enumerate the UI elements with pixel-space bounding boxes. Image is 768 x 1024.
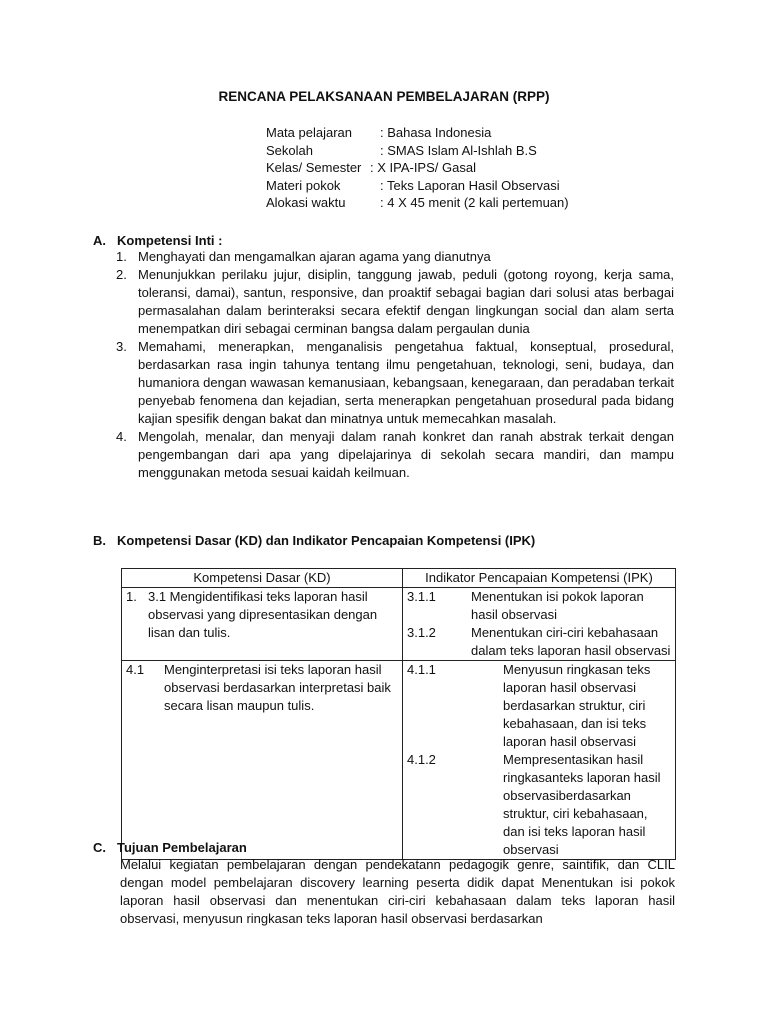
meta-row	[266, 124, 569, 142]
meta-row	[266, 177, 569, 195]
kd-cell	[122, 661, 403, 860]
indicator-text: Menyusun ringkasan teks laporan hasil observasi berdasarkan struktur, ciri kebahasaan, dan isi teks laporan hasil observasi	[503, 662, 651, 749]
meta-row	[266, 159, 569, 177]
section-letter: A.	[93, 233, 106, 248]
indicator-text: Menentukan isi pokok laporan hasil observasi	[471, 589, 644, 622]
kd-text: 3.1 Mengidentifikasi teks laporan hasil observasi yang dipresentasikan dengan lisan dan tulis.	[148, 589, 378, 640]
kd-number: 1.	[126, 589, 137, 604]
ipk-cell	[403, 588, 676, 661]
list-number: 2.	[116, 267, 127, 282]
meta-value: : X IPA-IPS/ Gasal	[370, 160, 476, 175]
indicator-code: 3.1.2	[407, 625, 436, 640]
indicator-code: 4.1.2	[407, 752, 436, 767]
meta-row	[266, 194, 569, 212]
list-text: Menunjukkan perilaku jujur, disiplin, tanggung jawab, peduli (gotong royong, kerja sama, toleransi, damai), santun, responsive, dan proaktif sebagai bagian dari solusi atas berbagai permasalahan dalam berinteraksi secara efektif dengan lingkungan social dan alam serta menempatkan diri sebagai cerminan bangsa dalam pergaulan dunia	[138, 267, 674, 336]
meta-value: : 4 X 45 menit (2 kali pertemuan)	[380, 195, 569, 210]
indicator-item	[407, 661, 671, 751]
kd-cell	[122, 588, 403, 661]
list-item	[116, 266, 674, 338]
meta-label: Mata pelajaran	[266, 125, 352, 140]
section-title: Kompetensi Inti :	[117, 233, 223, 248]
meta-row	[266, 142, 569, 160]
document-title: RENCANA PELAKSANAAN PEMBELAJARAN (RPP)	[218, 89, 550, 104]
section-title: Kompetensi Dasar (KD) dan Indikator Pencapaian Kompetensi (IPK)	[117, 533, 536, 548]
list-item	[116, 428, 674, 482]
kompetensi-inti-list	[116, 248, 674, 482]
kd-text: Menginterpretasi isi teks laporan hasil observasi berdasarkan interpretasi baik secara lisan maupun tulis.	[164, 662, 391, 713]
column-header: Indikator Pencapaian Kompetensi (IPK)	[403, 569, 676, 588]
meta-label: Sekolah	[266, 142, 313, 158]
section-b-heading	[93, 532, 535, 550]
meta-label: Kelas/ Semester	[266, 160, 362, 175]
table-row	[122, 588, 676, 661]
indicator-code: 4.1.1	[407, 662, 436, 677]
list-item	[116, 248, 674, 266]
indicator-code: 3.1.1	[407, 589, 436, 604]
tujuan-paragraph: Melalui kegiatan pembelajaran dengan pendekatann pedagogik genre, saintifik, dan CLIL dengan model pembelajaran discovery learning peserta didik dapat Menentukan isi pokok laporan hasil observasi dan menentukan ciri-ciri kebahasaan dalam teks laporan hasil observasi, menyusun ringkasan teks laporan hasil observasi berdasarkan	[120, 857, 675, 926]
section-title: Tujuan Pembelajaran	[117, 840, 247, 855]
kd-number: 4.1	[126, 662, 145, 677]
list-number: 4.	[116, 429, 127, 444]
meta-value: : Teks Laporan Hasil Observasi	[380, 177, 560, 193]
section-letter: B.	[93, 533, 106, 548]
table-header-row	[122, 569, 676, 588]
section-c-heading	[93, 839, 247, 857]
list-number: 1.	[116, 249, 127, 264]
indicator-item	[407, 588, 671, 624]
list-number: 3.	[116, 339, 127, 354]
list-text: Mengolah, menalar, dan menyaji dalam ranah konkret dan ranah abstrak terkait dengan pengembangan dari apa yang dipelajarinya di sekolah secara mandiri, dan mampu menggunakan metoda sesuai kaidah keilmuan.	[138, 429, 674, 480]
meta-label: Alokasi waktu	[266, 195, 346, 210]
meta-value: : SMAS Islam Al-Ishlah B.S	[380, 142, 537, 158]
list-text: Memahami, menerapkan, menganalisis pengetahua faktual, konseptual, prosedural, berdasarkan rasa ingin tahunya tentang ilmu pengetahuan, teknologi, seni, budaya, dan humaniora dengan wawasan kemanusiaan, kebangsaan, kenegaraan, dan peradaban terkait penyebab fenomena dan kejadian, serta menerapkan pengetahuan prosedural pada bidang kajian spesifik dengan bakat dan minatnya untuk memecahkan masalah.	[138, 339, 674, 426]
list-text: Menghayati dan mengamalkan ajaran agama yang dianutnya	[138, 249, 491, 264]
meta-label: Materi pokok	[266, 177, 341, 193]
meta-block	[266, 124, 569, 212]
column-header: Kompetensi Dasar (KD)	[122, 569, 403, 588]
kd-ipk-table	[121, 568, 676, 860]
indicator-text: Menentukan ciri-ciri kebahasaan dalam teks laporan hasil observasi	[471, 625, 671, 658]
meta-value: : Bahasa Indonesia	[380, 125, 492, 140]
indicator-text: Mempresentasikan hasil ringkasanteks laporan hasil observasiberdasarkan struktur, ciri kebahasaan, dan isi teks laporan hasil observasi	[503, 752, 661, 857]
list-item	[116, 338, 674, 428]
indicator-item	[407, 624, 671, 660]
ipk-cell	[403, 661, 676, 860]
section-letter: C.	[93, 840, 106, 855]
indicator-item	[407, 751, 671, 859]
table-row	[122, 661, 676, 860]
